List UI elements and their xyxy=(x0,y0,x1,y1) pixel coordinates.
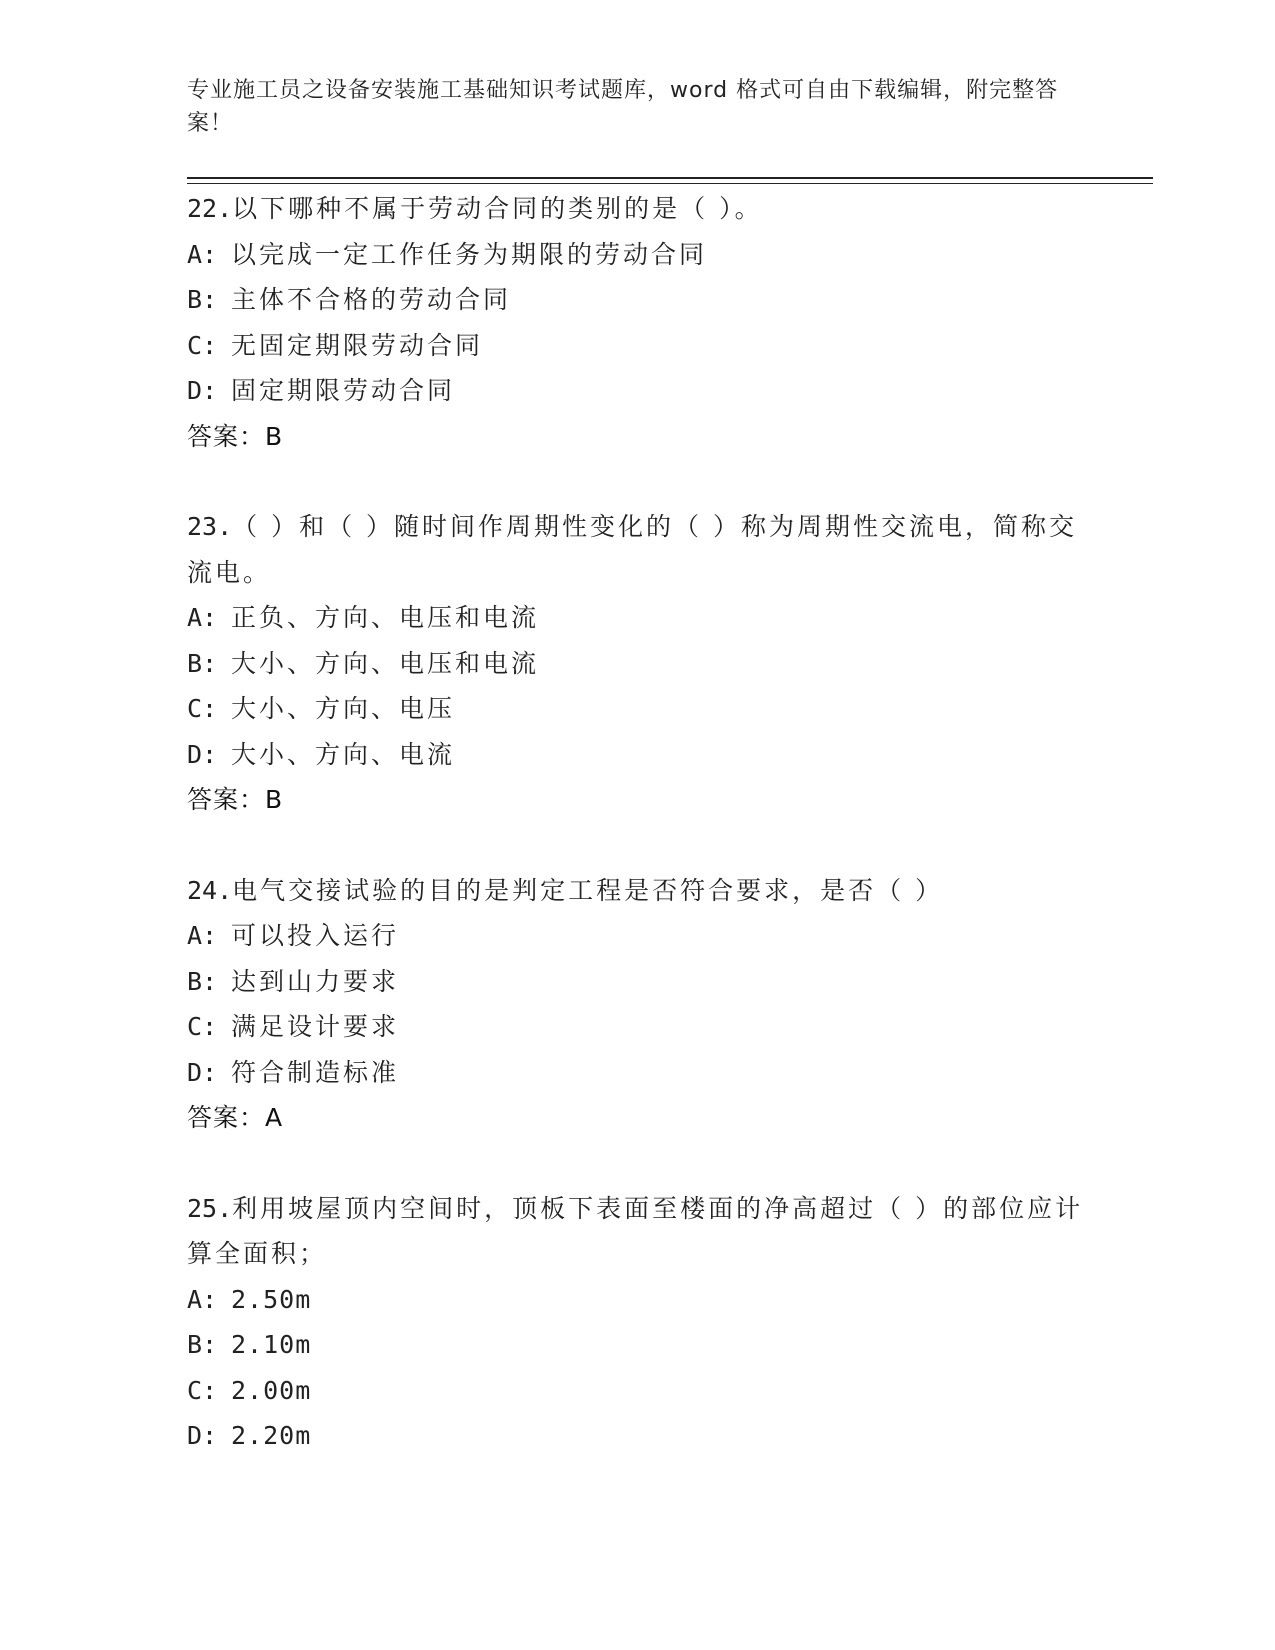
option-letter: C: xyxy=(187,330,218,360)
option-text: 大小、方向、电压和电流 xyxy=(231,648,540,678)
option-text: 符合制造标准 xyxy=(231,1057,400,1087)
option-letter: D: xyxy=(187,739,218,769)
option-text: 固定期限劳动合同 xyxy=(231,376,456,405)
question-text: 电气交接试验的目的是判定工程是否符合要求，是否（ ） xyxy=(232,875,944,905)
option-text: 正负、方向、电压和电流 xyxy=(231,603,540,632)
option-a xyxy=(187,595,1087,641)
header-text: 专业施工员之设备安装施工基础知识考试题库，word 格式可自由下载编辑，附完整答案！ xyxy=(187,78,1059,136)
option-text: 以完成一定工作任务为期限的劳动合同 xyxy=(231,239,708,269)
question-text: 以下哪种不属于劳动合同的类别的是（ ）。 xyxy=(232,194,763,223)
option-text: 大小、方向、电流 xyxy=(231,739,456,769)
option-text: 达到山力要求 xyxy=(231,966,400,996)
option-b xyxy=(187,277,1087,323)
option-text: 2.00m xyxy=(231,1375,312,1405)
option-letter: B: xyxy=(187,648,218,678)
question-list xyxy=(187,186,1087,1459)
question-number: 24. xyxy=(187,875,233,905)
question-22 xyxy=(187,186,1087,459)
answer-value: B xyxy=(265,421,284,451)
option-d xyxy=(187,368,1087,414)
answer-line xyxy=(187,414,1087,460)
option-a xyxy=(187,232,1087,278)
answer-value: B xyxy=(265,785,284,814)
answer-label: 答案： xyxy=(187,1103,266,1132)
question-number: 23. xyxy=(187,512,233,541)
question-stem xyxy=(187,504,1087,595)
option-text: 大小、方向、电压 xyxy=(231,694,456,723)
answer-label: 答案： xyxy=(187,785,266,814)
option-b xyxy=(187,641,1087,687)
option-letter: D: xyxy=(187,376,218,405)
option-text: 满足设计要求 xyxy=(231,1012,400,1041)
question-stem xyxy=(187,868,1087,914)
option-letter: C: xyxy=(187,1375,218,1405)
option-c xyxy=(187,686,1087,732)
answer-line xyxy=(187,777,1087,823)
header-divider-thin xyxy=(187,183,1153,184)
answer-line xyxy=(187,1095,1087,1141)
question-text: 利用坡屋顶内空间时，顶板下表面至楼面的净高超过（ ）的部位应计算全面积； xyxy=(187,1193,1084,1268)
option-text: 2.10m xyxy=(231,1330,312,1359)
option-letter: A: xyxy=(187,239,218,269)
option-a xyxy=(187,913,1087,959)
option-c xyxy=(187,1368,1087,1414)
question-23 xyxy=(187,504,1087,823)
question-number: 22. xyxy=(187,194,233,223)
option-d xyxy=(187,1050,1087,1096)
question-text: （ ）和（ ）随时间作周期性变化的（ ）称为周期性交流电，简称交流电。 xyxy=(187,512,1077,587)
option-letter: A: xyxy=(187,1284,218,1314)
option-a xyxy=(187,1277,1087,1323)
option-text: 主体不合格的劳动合同 xyxy=(231,285,512,314)
option-d xyxy=(187,732,1087,778)
option-letter: B: xyxy=(187,1330,218,1359)
question-stem xyxy=(187,186,1087,232)
option-letter: D: xyxy=(187,1421,218,1450)
answer-label: 答案： xyxy=(187,421,266,451)
option-b xyxy=(187,959,1087,1005)
option-letter: C: xyxy=(187,694,218,723)
option-letter: A: xyxy=(187,603,218,632)
option-text: 可以投入运行 xyxy=(231,921,400,950)
option-text: 无固定期限劳动合同 xyxy=(231,330,484,360)
question-stem xyxy=(187,1186,1087,1277)
question-number: 25. xyxy=(187,1193,233,1223)
question-25 xyxy=(187,1186,1087,1459)
option-d xyxy=(187,1413,1087,1459)
option-letter: A: xyxy=(187,921,218,950)
document-header xyxy=(187,74,1067,140)
option-text: 2.20m xyxy=(231,1421,312,1450)
option-letter: C: xyxy=(187,1012,218,1041)
option-c xyxy=(187,1004,1087,1050)
option-text: 2.50m xyxy=(231,1284,312,1314)
answer-value: A xyxy=(265,1103,284,1132)
question-24 xyxy=(187,868,1087,1141)
option-letter: B: xyxy=(187,966,218,996)
option-b xyxy=(187,1322,1087,1368)
header-divider-thick xyxy=(187,177,1153,179)
option-c xyxy=(187,323,1087,369)
option-letter: B: xyxy=(187,285,218,314)
option-letter: D: xyxy=(187,1057,218,1087)
